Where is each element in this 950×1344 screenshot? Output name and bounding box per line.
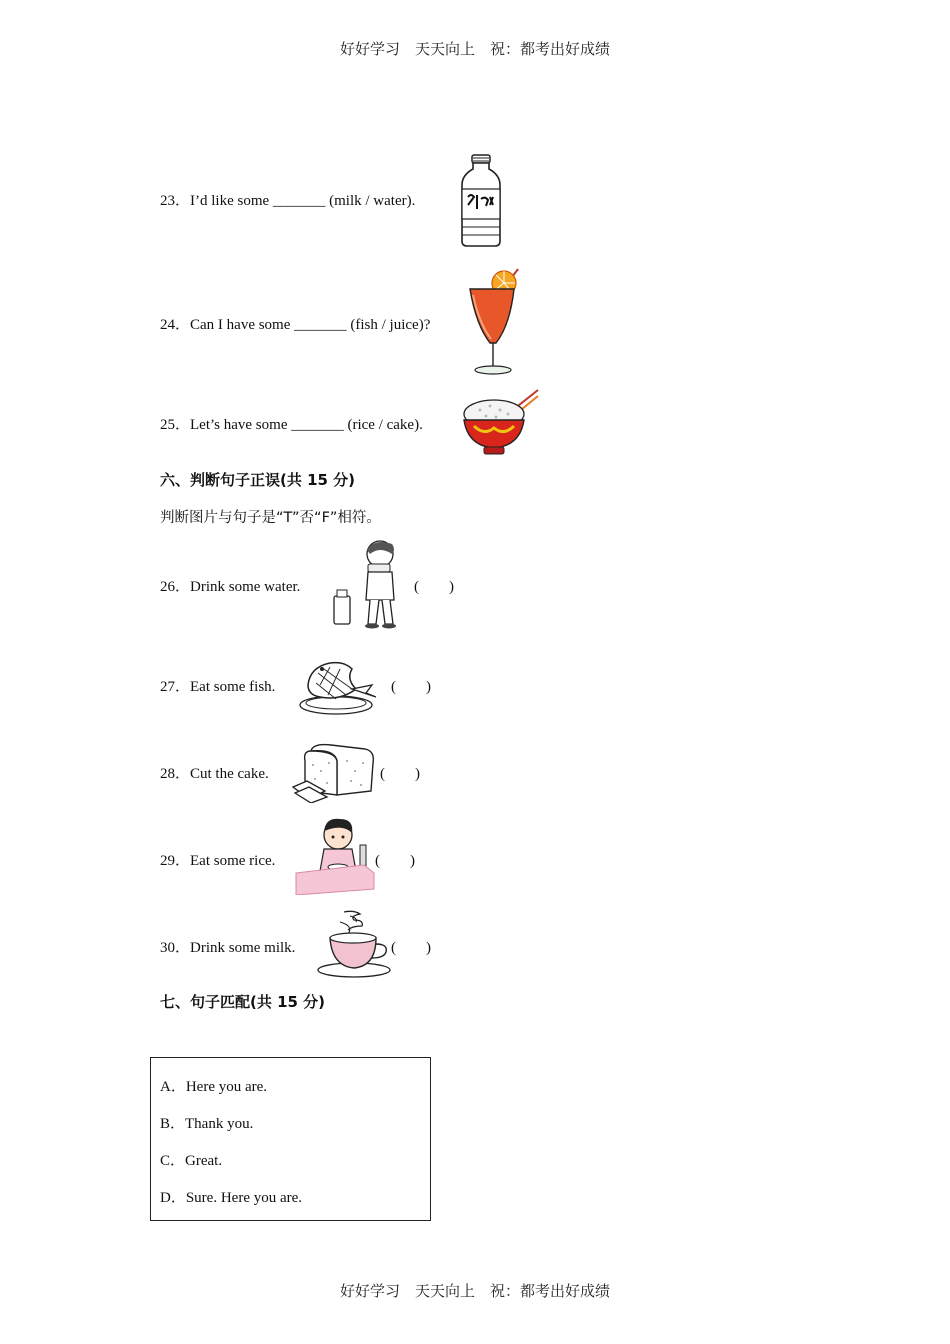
rice-bowl-icon — [460, 384, 540, 458]
hot-cup-icon — [314, 908, 394, 980]
option-c: C．Great. — [160, 1153, 223, 1169]
answer-26[interactable]: ( ) — [414, 579, 454, 595]
option-d: D．Sure. Here you are. — [160, 1190, 303, 1206]
boy-eating-icon — [330, 538, 410, 630]
boy-at-table-icon — [294, 815, 376, 895]
question-25: 25．Let’s have some _______ (rice / cake). — [160, 417, 423, 433]
option-b: B．Thank you. — [160, 1116, 254, 1132]
question-23: 23．I’d like some _______ (milk / water). — [160, 193, 416, 209]
answer-28[interactable]: ( ) — [380, 766, 420, 782]
answer-27[interactable]: ( ) — [391, 679, 431, 695]
question-24: 24．Can I have some _______ (fish / juice)? — [160, 317, 431, 333]
question-26: 26．Drink some water. — [160, 579, 301, 595]
answer-29[interactable]: ( ) — [375, 853, 415, 869]
options-box — [150, 1057, 431, 1221]
option-a: A．Here you are. — [160, 1079, 268, 1095]
question-28: 28．Cut the cake. — [160, 766, 269, 782]
page-header: 好好学习 天天向上 祝：都考出好成绩 — [339, 40, 610, 58]
water-bottle-icon — [458, 153, 504, 249]
section-7-title: 七、句子匹配(共 15 分) — [160, 993, 326, 1011]
question-30: 30．Drink some milk. — [160, 940, 296, 956]
section-6-title: 六、判断句子正误(共 15 分) — [160, 471, 356, 489]
question-27: 27．Eat some fish. — [160, 679, 276, 695]
section-6-instruction: 判断图片与句子是“T”否“F”相符。 — [160, 510, 381, 526]
fish-dish-icon — [296, 655, 380, 717]
juice-glass-icon — [466, 265, 522, 379]
question-29: 29．Eat some rice. — [160, 853, 276, 869]
answer-30[interactable]: ( ) — [391, 940, 431, 956]
bread-loaf-icon — [291, 741, 377, 803]
page-footer: 好好学习 天天向上 祝：都考出好成绩 — [339, 1282, 610, 1300]
